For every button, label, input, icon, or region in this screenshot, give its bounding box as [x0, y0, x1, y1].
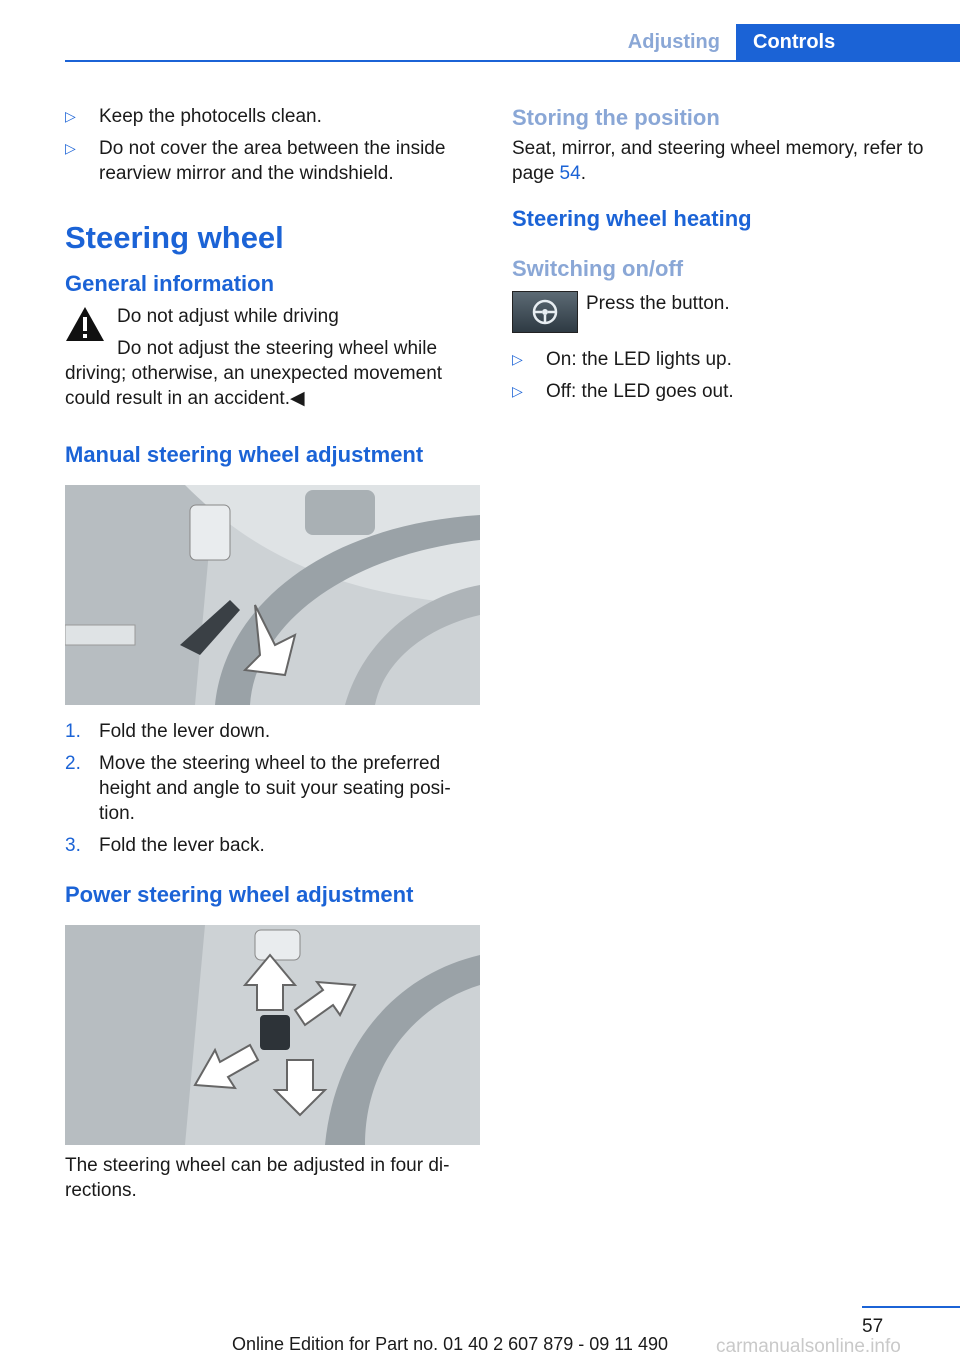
- warning-icon: [65, 306, 105, 342]
- watermark: carmanualsonline.info: [716, 1336, 901, 1357]
- warning-block: [65, 304, 480, 411]
- bullet-triangle-icon: ▷: [512, 383, 523, 399]
- button-row: [512, 291, 927, 335]
- storing-heading: Storing the position: [512, 105, 720, 130]
- page-link[interactable]: 54: [559, 163, 581, 184]
- heating-heading: Steering wheel heating: [512, 206, 752, 231]
- bullet-item: ▷ On: the LED lights up.: [512, 349, 732, 370]
- header-tab-label: Controls: [753, 31, 836, 53]
- warning-title: Do not adjust while driving: [117, 306, 339, 327]
- bullet-triangle-icon: ▷: [512, 351, 523, 367]
- section-heading: Steering wheel: [65, 220, 284, 255]
- storing-text: Seat, mirror, and steering wheel memory, refer to page 54.: [512, 138, 924, 184]
- step-item: 3. Fold the lever back.: [65, 835, 265, 856]
- subsection-heading: General information: [65, 271, 275, 296]
- bullet-triangle-icon: ▷: [65, 140, 76, 156]
- steering-heating-button-icon: [512, 291, 578, 333]
- power-adjustment-photo: [65, 925, 480, 1145]
- footer-rule: [862, 1306, 960, 1308]
- header-tab: [736, 24, 960, 62]
- bullet-triangle-icon: ▷: [65, 108, 76, 124]
- press-text: Press the button.: [586, 293, 730, 314]
- bullet-item: ▷ Keep the photocells clean.: [65, 106, 322, 127]
- step-item: 1. Fold the lever down.: [65, 721, 271, 742]
- edition-text: Online Edition for Part no. 01 40 2 607 879 - 09 11 490: [232, 1334, 668, 1354]
- warning-text: Do not adjust the steering wheel while driving; otherwise, an unexpected movement could result in an accident.◀: [65, 338, 443, 409]
- power-text: The steering wheel can be adjusted in four di-rections.: [65, 1155, 450, 1201]
- manual-adjustment-photo: [65, 485, 480, 705]
- step-item: 2. Move the steering wheel to the preferred height and angle to suit your seating posi-tion.: [65, 753, 451, 824]
- bullet-item: ▷ Do not cover the area between the inside rearview mirror and the windshield.: [65, 138, 446, 184]
- manual-heading: Manual steering wheel adjustment: [65, 442, 424, 467]
- switch-heading: Switching on/off: [512, 256, 684, 281]
- page-number: 57: [862, 1316, 884, 1337]
- bullet-item: ▷ Off: the LED goes out.: [512, 381, 734, 402]
- power-heading: Power steering wheel adjustment: [65, 882, 414, 907]
- steps-list: [65, 719, 480, 858]
- header-section: Adjusting: [627, 31, 720, 53]
- right-column: [512, 104, 927, 404]
- left-column: [65, 104, 480, 1203]
